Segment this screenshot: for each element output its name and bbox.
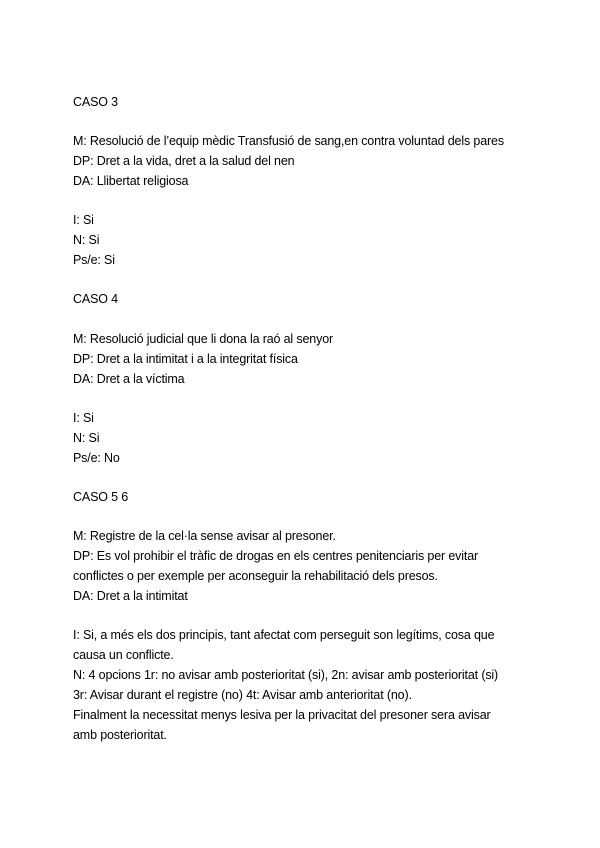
caso3-da: DA: Llibertat religiosa	[73, 174, 189, 188]
caso56-n-line2: 3r: Avisar durant el registre (no) 4t: Avisar amb anterioritat (no).	[73, 688, 412, 702]
caso56-heading: CASO 5 6	[73, 490, 129, 504]
caso56-final-line1: Finalment la necessitat menys lesiva per la privacitat del presoner sera avisar	[73, 708, 491, 722]
caso56-da: DA: Dret a la intimitat	[73, 589, 188, 603]
caso3-m: M: Resolució de l’equip mèdic Transfusió de sang,en contra voluntad dels pares	[73, 134, 504, 148]
caso4-m: M: Resolució judicial que li dona la raó al senyor	[73, 332, 334, 346]
caso3-dp: DP: Dret a la vida, dret a la salud del nen	[73, 154, 295, 168]
caso3-i: I: Si	[73, 213, 94, 227]
caso56-i-line1: I: Si, a més els dos principis, tant afectat com perseguit son legítims, cosa que	[73, 628, 495, 642]
caso4-i: I: Si	[73, 411, 94, 425]
caso56-n-line1: N: 4 opcions 1r: no avisar amb posterioritat (si), 2n: avisar amb posterioritat (si)	[73, 668, 499, 682]
caso56-dp-line2: conflictes o per exemple per aconseguir la rehabilitació dels presos.	[73, 569, 438, 583]
caso3-n: N: Si	[73, 233, 100, 247]
caso56-i-line2: causa un conflicte.	[73, 648, 174, 662]
caso4-heading: CASO 4	[73, 292, 118, 306]
caso4-dp: DP: Dret a la intimitat i a la integritat física	[73, 352, 298, 366]
caso3-heading: CASO 3	[73, 95, 118, 109]
caso3-ps: Ps/e: Si	[73, 253, 115, 267]
caso4-n: N: Si	[73, 431, 100, 445]
caso56-m: M: Registre de la cel·la sense avisar al presoner.	[73, 529, 336, 543]
caso56-final-line2: amb posterioritat.	[73, 728, 167, 742]
caso4-ps: Ps/e: No	[73, 451, 120, 465]
caso56-dp-line1: DP: Es vol prohibir el tràfic de drogas en els centres penitenciaris per evitar	[73, 549, 479, 563]
caso4-da: DA: Dret a la víctima	[73, 372, 185, 386]
